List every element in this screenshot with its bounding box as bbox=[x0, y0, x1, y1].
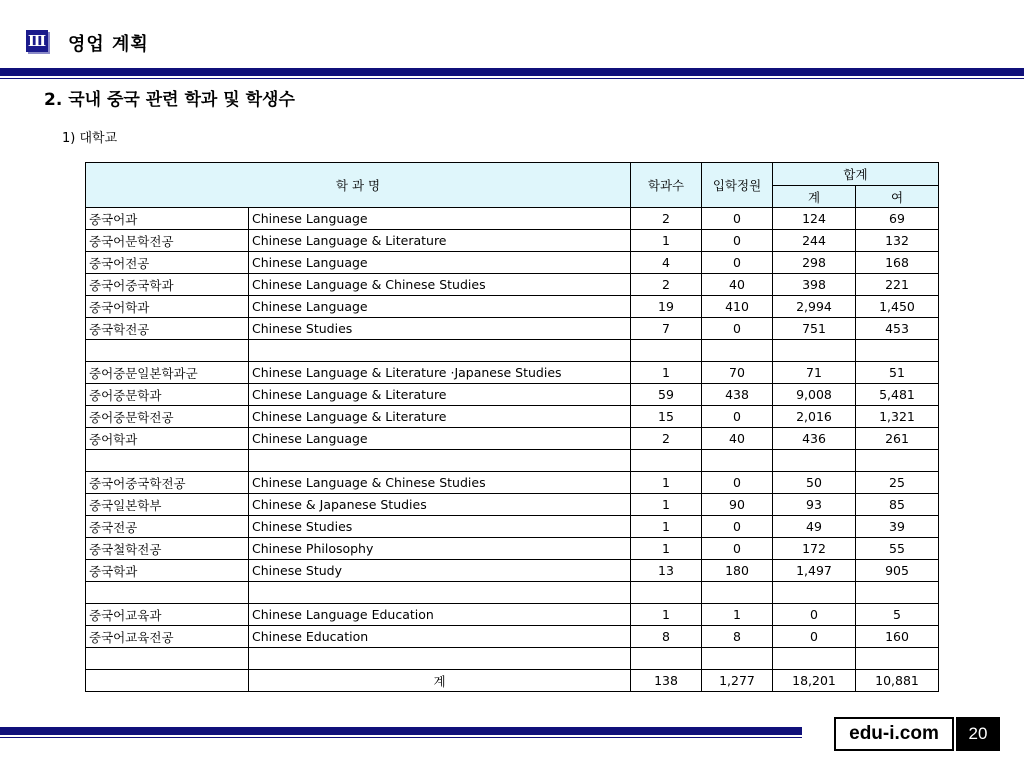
cell-female: 5 bbox=[856, 604, 939, 626]
cell-english-name: Chinese Language Education bbox=[249, 604, 631, 626]
slide-title: 영업 계획 bbox=[68, 34, 149, 55]
table-row bbox=[86, 450, 939, 472]
table-row bbox=[86, 318, 939, 340]
cell-korean-name bbox=[86, 450, 249, 472]
cell-total bbox=[773, 340, 856, 362]
cell-admission-quota: 90 bbox=[702, 494, 773, 516]
cell-female: 1,450 bbox=[856, 296, 939, 318]
cell-admission-quota: 0 bbox=[702, 208, 773, 230]
cell-admission-quota: 1,277 bbox=[702, 670, 773, 692]
cell-korean-name: 중국학과 bbox=[86, 560, 249, 582]
cell-korean-name: 중국어중국학과 bbox=[86, 274, 249, 296]
cell-total: 2,016 bbox=[773, 406, 856, 428]
cell-admission-quota: 1 bbox=[702, 604, 773, 626]
cell-english-name bbox=[249, 648, 631, 670]
header-department-name: 학 과 명 bbox=[86, 163, 631, 208]
cell-department-count: 1 bbox=[631, 494, 702, 516]
cell-department-count: 1 bbox=[631, 604, 702, 626]
cell-korean-name: 중국일본학부 bbox=[86, 494, 249, 516]
cell-female bbox=[856, 648, 939, 670]
cell-english-name: Chinese Language bbox=[249, 296, 631, 318]
cell-total: 50 bbox=[773, 472, 856, 494]
cell-total: 93 bbox=[773, 494, 856, 516]
cell-total: 244 bbox=[773, 230, 856, 252]
cell-total: 436 bbox=[773, 428, 856, 450]
cell-department-count: 59 bbox=[631, 384, 702, 406]
cell-female: 261 bbox=[856, 428, 939, 450]
cell-female: 39 bbox=[856, 516, 939, 538]
cell-korean-name bbox=[86, 648, 249, 670]
cell-korean-name: 중어중문학과 bbox=[86, 384, 249, 406]
cell-english-name: Chinese Studies bbox=[249, 516, 631, 538]
cell-korean-name bbox=[86, 670, 249, 692]
cell-department-count: 1 bbox=[631, 472, 702, 494]
cell-admission-quota bbox=[702, 450, 773, 472]
cell-department-count: 1 bbox=[631, 516, 702, 538]
cell-department-count: 2 bbox=[631, 274, 702, 296]
cell-korean-name bbox=[86, 582, 249, 604]
cell-admission-quota: 180 bbox=[702, 560, 773, 582]
cell-korean-name: 중국어중국학전공 bbox=[86, 472, 249, 494]
cell-female: 10,881 bbox=[856, 670, 939, 692]
cell-total: 1,497 bbox=[773, 560, 856, 582]
header-total: 합계 bbox=[773, 163, 939, 186]
cell-admission-quota: 40 bbox=[702, 428, 773, 450]
cell-korean-name: 중국학전공 bbox=[86, 318, 249, 340]
table-row bbox=[86, 428, 939, 450]
cell-admission-quota: 0 bbox=[702, 472, 773, 494]
cell-department-count bbox=[631, 450, 702, 472]
cell-english-name: 계 bbox=[249, 670, 631, 692]
cell-department-count: 1 bbox=[631, 538, 702, 560]
cell-admission-quota: 0 bbox=[702, 406, 773, 428]
cell-department-count: 138 bbox=[631, 670, 702, 692]
cell-english-name: Chinese Language bbox=[249, 252, 631, 274]
cell-female: 160 bbox=[856, 626, 939, 648]
cell-female: 85 bbox=[856, 494, 939, 516]
cell-korean-name: 중국어전공 bbox=[86, 252, 249, 274]
cell-korean-name: 중국전공 bbox=[86, 516, 249, 538]
cell-total bbox=[773, 582, 856, 604]
header-department-count: 학과수 bbox=[631, 163, 702, 208]
cell-admission-quota: 0 bbox=[702, 252, 773, 274]
cell-female: 168 bbox=[856, 252, 939, 274]
table-row bbox=[86, 230, 939, 252]
cell-korean-name: 중국어교육과 bbox=[86, 604, 249, 626]
cell-admission-quota: 70 bbox=[702, 362, 773, 384]
table-row bbox=[86, 516, 939, 538]
cell-korean-name: 중어학과 bbox=[86, 428, 249, 450]
cell-total: 0 bbox=[773, 626, 856, 648]
cell-korean-name bbox=[86, 340, 249, 362]
table-row bbox=[86, 648, 939, 670]
cell-korean-name: 중국어교육전공 bbox=[86, 626, 249, 648]
page-number: 20 bbox=[956, 717, 1000, 751]
cell-total: 124 bbox=[773, 208, 856, 230]
header-rule bbox=[0, 68, 1024, 76]
table-row bbox=[86, 538, 939, 560]
cell-female: 69 bbox=[856, 208, 939, 230]
cell-english-name: Chinese Study bbox=[249, 560, 631, 582]
cell-admission-quota: 0 bbox=[702, 538, 773, 560]
cell-english-name: Chinese & Japanese Studies bbox=[249, 494, 631, 516]
cell-english-name: Chinese Language & Chinese Studies bbox=[249, 274, 631, 296]
table-row bbox=[86, 472, 939, 494]
cell-department-count: 7 bbox=[631, 318, 702, 340]
cell-admission-quota: 8 bbox=[702, 626, 773, 648]
table-row bbox=[86, 252, 939, 274]
cell-department-count: 13 bbox=[631, 560, 702, 582]
table-row bbox=[86, 208, 939, 230]
table-row bbox=[86, 296, 939, 318]
cell-female: 25 bbox=[856, 472, 939, 494]
cell-english-name: Chinese Language bbox=[249, 208, 631, 230]
header-admission-quota: 입학정원 bbox=[702, 163, 773, 208]
cell-english-name: Chinese Philosophy bbox=[249, 538, 631, 560]
cell-department-count: 15 bbox=[631, 406, 702, 428]
footer-rule bbox=[0, 727, 802, 735]
cell-female: 5,481 bbox=[856, 384, 939, 406]
cell-english-name: Chinese Language & Chinese Studies bbox=[249, 472, 631, 494]
table-row bbox=[86, 626, 939, 648]
cell-female: 51 bbox=[856, 362, 939, 384]
cell-korean-name: 중어중문일본학과군 bbox=[86, 362, 249, 384]
table-row bbox=[86, 560, 939, 582]
cell-admission-quota: 0 bbox=[702, 318, 773, 340]
cell-admission-quota: 438 bbox=[702, 384, 773, 406]
table-row bbox=[86, 604, 939, 626]
cell-english-name: Chinese Language & Literature bbox=[249, 406, 631, 428]
cell-department-count bbox=[631, 582, 702, 604]
table-row bbox=[86, 384, 939, 406]
site-label: edu-i.com bbox=[834, 717, 954, 751]
table-row bbox=[86, 274, 939, 296]
cell-department-count: 1 bbox=[631, 362, 702, 384]
cell-total: 751 bbox=[773, 318, 856, 340]
header-rule-thin bbox=[0, 78, 1024, 79]
cell-department-count: 1 bbox=[631, 230, 702, 252]
cell-department-count bbox=[631, 340, 702, 362]
table-row bbox=[86, 670, 939, 692]
subsection-title: 1) 대학교 bbox=[62, 131, 118, 146]
cell-total: 18,201 bbox=[773, 670, 856, 692]
cell-female: 1,321 bbox=[856, 406, 939, 428]
table-row bbox=[86, 362, 939, 384]
cell-korean-name: 중국철학전공 bbox=[86, 538, 249, 560]
table-row bbox=[86, 494, 939, 516]
cell-department-count: 2 bbox=[631, 208, 702, 230]
cell-total: 298 bbox=[773, 252, 856, 274]
cell-english-name: Chinese Studies bbox=[249, 318, 631, 340]
cell-admission-quota: 410 bbox=[702, 296, 773, 318]
cell-english-name: Chinese Language & Literature bbox=[249, 384, 631, 406]
cell-english-name bbox=[249, 450, 631, 472]
cell-english-name: Chinese Education bbox=[249, 626, 631, 648]
cell-female bbox=[856, 450, 939, 472]
table-row bbox=[86, 340, 939, 362]
cell-female: 905 bbox=[856, 560, 939, 582]
cell-total bbox=[773, 648, 856, 670]
cell-english-name: Chinese Language bbox=[249, 428, 631, 450]
table-row bbox=[86, 582, 939, 604]
cell-female: 453 bbox=[856, 318, 939, 340]
cell-department-count: 19 bbox=[631, 296, 702, 318]
header-total-sum: 계 bbox=[773, 186, 856, 208]
cell-admission-quota: 0 bbox=[702, 230, 773, 252]
cell-total bbox=[773, 450, 856, 472]
cell-english-name bbox=[249, 340, 631, 362]
cell-total: 398 bbox=[773, 274, 856, 296]
cell-english-name: Chinese Language & Literature bbox=[249, 230, 631, 252]
cell-female bbox=[856, 340, 939, 362]
cell-department-count: 8 bbox=[631, 626, 702, 648]
university-departments-table bbox=[85, 162, 939, 692]
cell-korean-name: 중국어과 bbox=[86, 208, 249, 230]
header-female: 여 bbox=[856, 186, 939, 208]
cell-female bbox=[856, 582, 939, 604]
cell-total: 2,994 bbox=[773, 296, 856, 318]
cell-admission-quota bbox=[702, 648, 773, 670]
cell-english-name bbox=[249, 582, 631, 604]
cell-department-count: 2 bbox=[631, 428, 702, 450]
cell-total: 0 bbox=[773, 604, 856, 626]
cell-korean-name: 중어중문학전공 bbox=[86, 406, 249, 428]
cell-admission-quota bbox=[702, 582, 773, 604]
cell-department-count bbox=[631, 648, 702, 670]
cell-korean-name: 중국어문학전공 bbox=[86, 230, 249, 252]
cell-total: 49 bbox=[773, 516, 856, 538]
cell-total: 172 bbox=[773, 538, 856, 560]
section-number-badge: Ⅲ bbox=[27, 32, 47, 50]
cell-english-name: Chinese Language & Literature ·Japanese Studies bbox=[249, 362, 631, 384]
table-row bbox=[86, 406, 939, 428]
cell-korean-name: 중국어학과 bbox=[86, 296, 249, 318]
cell-admission-quota: 0 bbox=[702, 516, 773, 538]
cell-admission-quota: 40 bbox=[702, 274, 773, 296]
cell-department-count: 4 bbox=[631, 252, 702, 274]
cell-female: 221 bbox=[856, 274, 939, 296]
cell-total: 9,008 bbox=[773, 384, 856, 406]
cell-admission-quota bbox=[702, 340, 773, 362]
table-body bbox=[86, 208, 939, 692]
cell-total: 71 bbox=[773, 362, 856, 384]
cell-female: 132 bbox=[856, 230, 939, 252]
section-title: 2. 국내 중국 관련 학과 및 학생수 bbox=[44, 90, 295, 110]
footer-rule-thin bbox=[0, 737, 802, 738]
cell-female: 55 bbox=[856, 538, 939, 560]
